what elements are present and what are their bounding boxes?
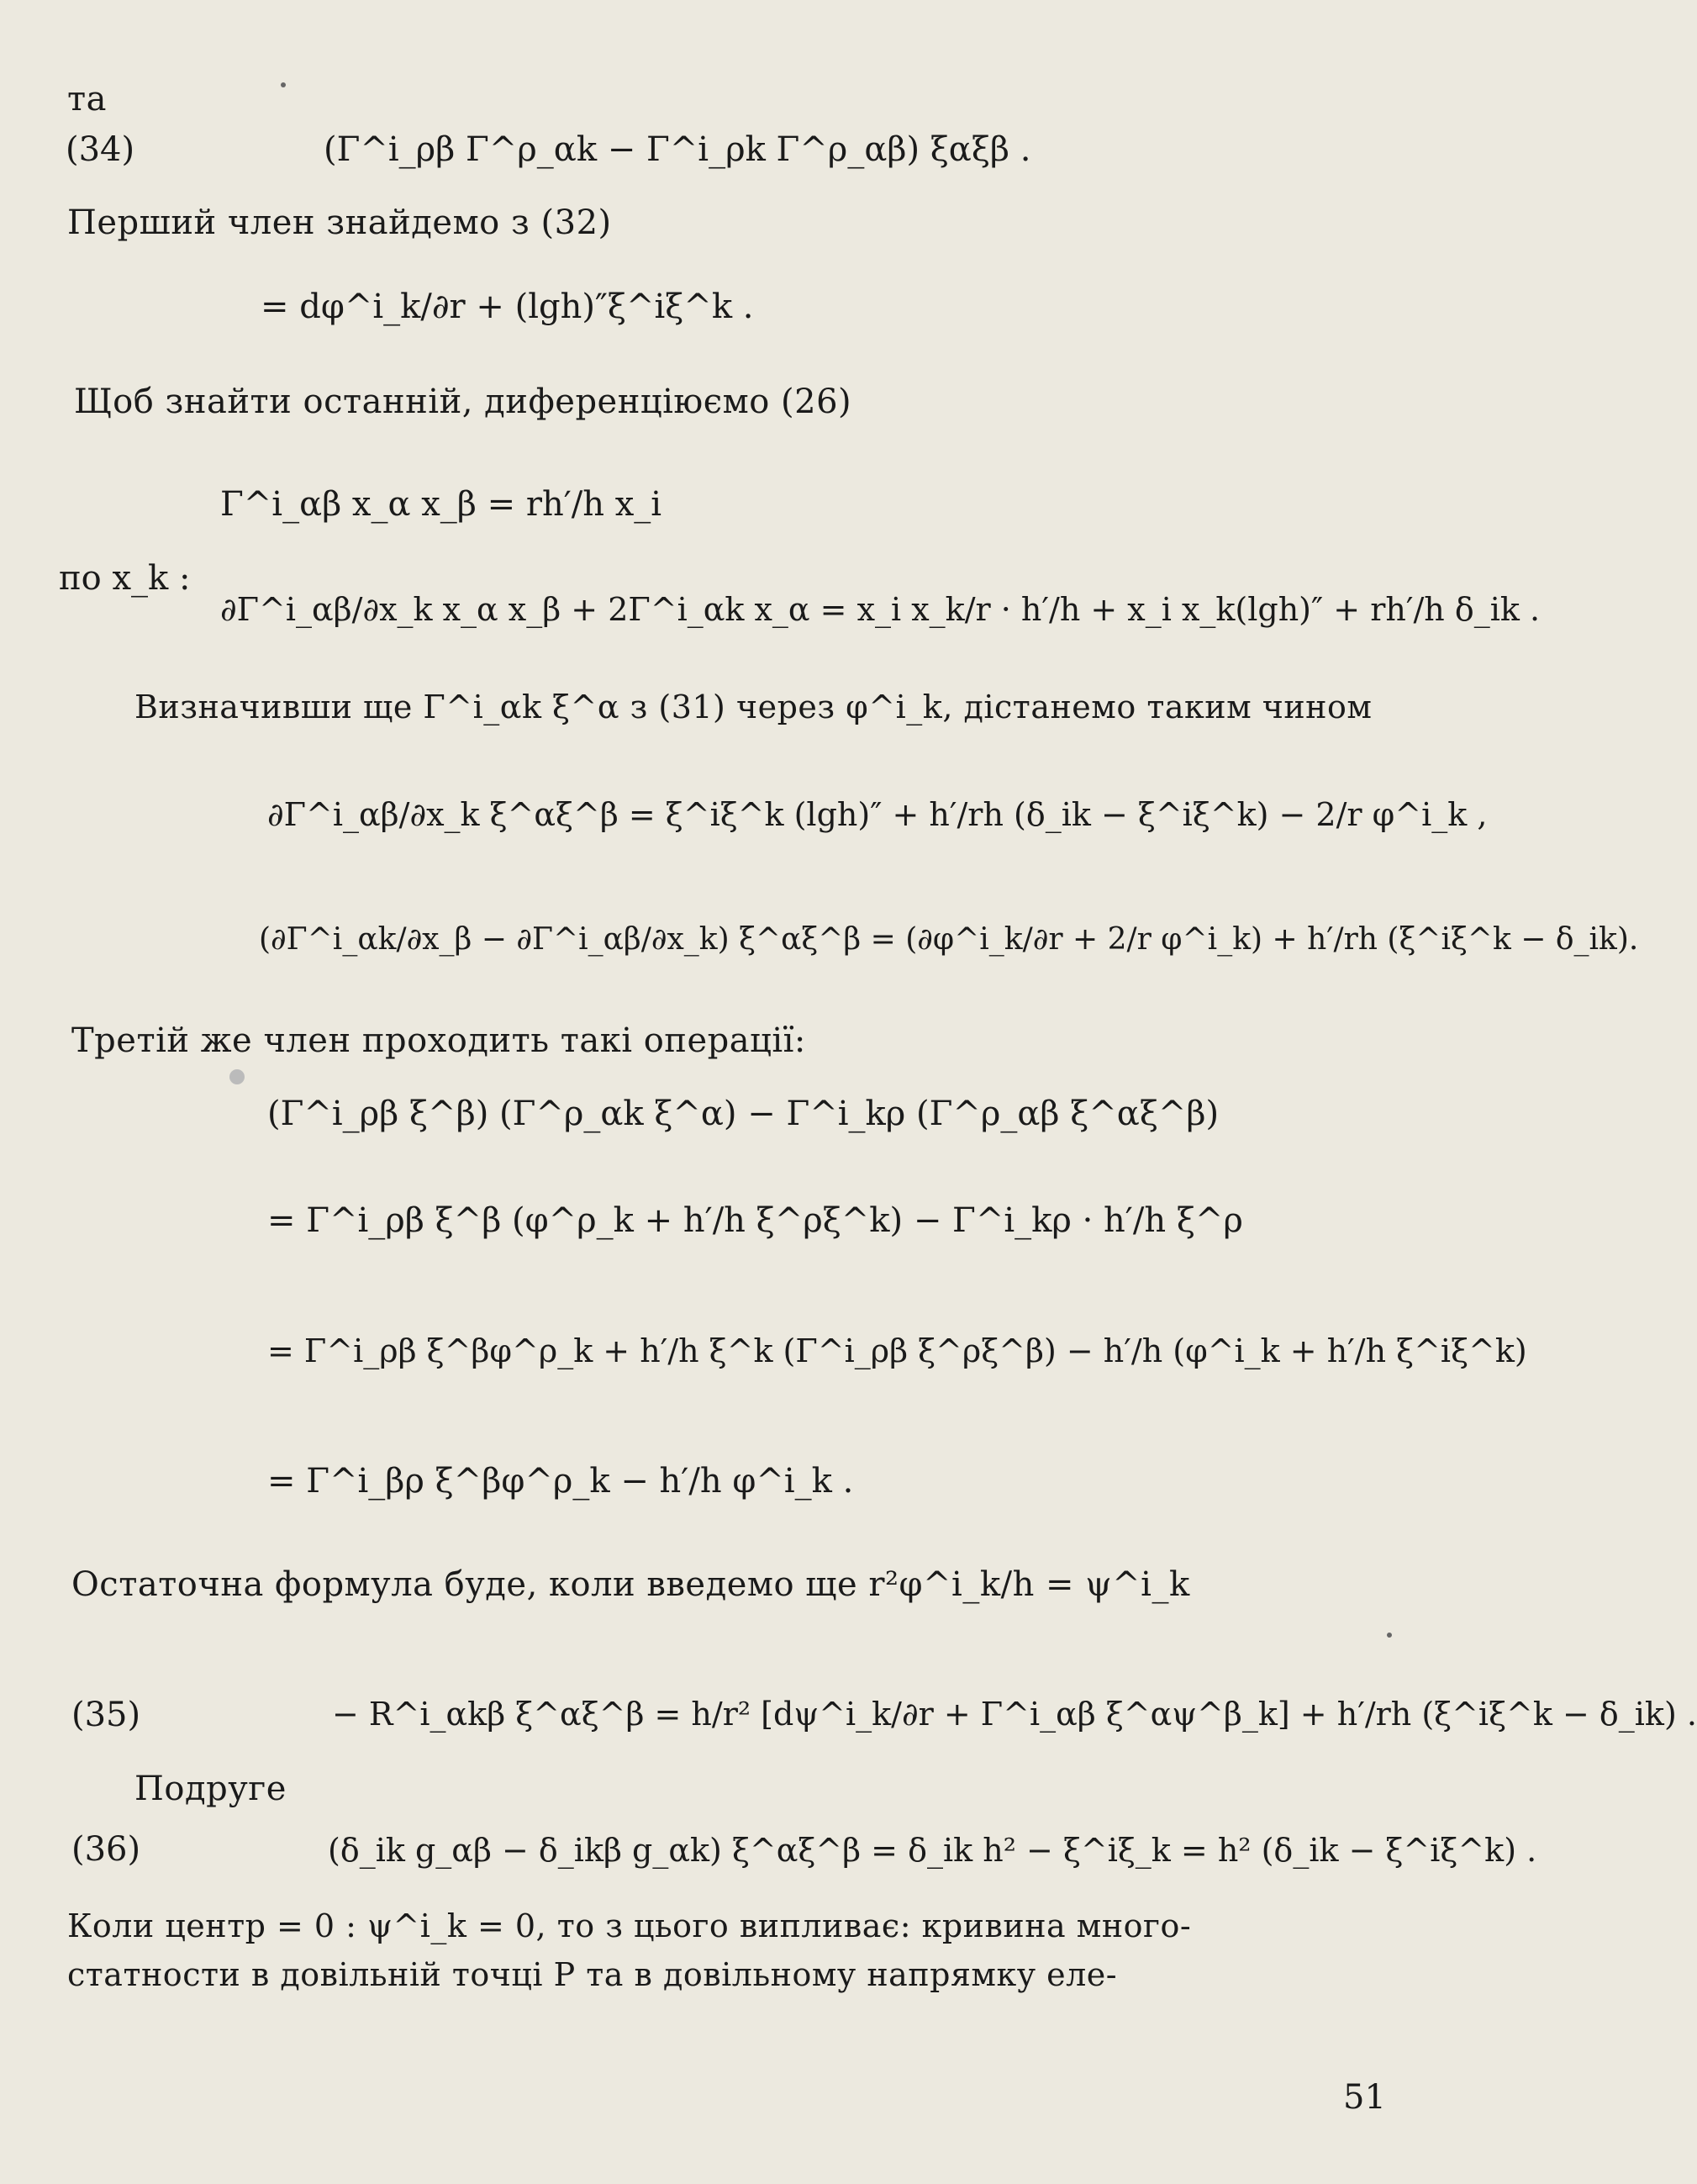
equation-35: − R^i_αkβ ξ^αξ^β = h/r² [dψ^i_k/∂r + Γ^i_αβ ξ^αψ^β_k] + h′/rh (ξ^iξ^k − δ_ik) .: [332, 1696, 1697, 1733]
text-line-center-zero: Коли центр = 0 : ψ^i_k = 0, то з цього випливає: кривина много-: [67, 1907, 1192, 1944]
text-line-determine: Визначивши ще Γ^i_αk ξ^α з (31) через φ^i_k, дістанемо таким чином: [134, 688, 1373, 725]
text-line-ta: та: [67, 80, 107, 119]
equation-third-term-1: (Γ^i_ρβ ξ^β) (Γ^ρ_αk ξ^α) − Γ^i_kρ (Γ^ρ_αβ ξ^αξ^β): [267, 1095, 1220, 1133]
equation-number-34: (34): [66, 130, 135, 169]
equation-number-36: (36): [71, 1830, 141, 1869]
text-line-manifold: статности в довільній точці P та в довільному напрямку еле-: [67, 1956, 1118, 1993]
equation-first-term: = dφ^i_k/∂r + (lgh)″ξ^iξ^k .: [261, 288, 754, 326]
print-speck: [1387, 1633, 1392, 1638]
text-line-first-term: Перший член знайдемо з (32): [67, 203, 612, 242]
text-line-secondly: Подруге: [134, 1770, 287, 1808]
print-speck: [229, 1069, 245, 1084]
print-speck: [281, 82, 286, 87]
equation-number-35: (35): [71, 1696, 141, 1734]
equation-third-term-2: = Γ^i_ρβ ξ^β (φ^ρ_k + h′/h ξ^ρξ^k) − Γ^i_kρ · h′/h ξ^ρ: [267, 1201, 1243, 1240]
equation-26: Γ^i_αβ x_α x_β = rh′/h x_i: [220, 485, 662, 524]
text-line-final-formula: Остаточна формула буде, коли введемо ще r²φ^i_k/h = ψ^i_k: [71, 1565, 1190, 1604]
text-line-differentiate: Щоб знайти останній, диференціюємо (26): [74, 382, 852, 421]
equation-third-term-3: = Γ^i_ρβ ξ^βφ^ρ_k + h′/h ξ^k (Γ^i_ρβ ξ^ρξ^β) − h′/h (φ^i_k + h′/h ξ^iξ^k): [267, 1332, 1527, 1369]
text-line-third-term: Третій же член проходить такі операції:: [71, 1021, 806, 1060]
page-number: 51: [1343, 2078, 1386, 2117]
equation-36: (δ_ik g_αβ − δ_ikβ g_αk) ξ^αξ^β = δ_ik h² − ξ^iξ_k = h² (δ_ik − ξ^iξ^k) .: [328, 1832, 1537, 1869]
equation-gamma-antisym: (∂Γ^i_αk/∂x_β − ∂Γ^i_αβ/∂x_k) ξ^αξ^β = (∂φ^i_k/∂r + 2/r φ^i_k) + h′/rh (ξ^iξ^k − δ_ik).: [259, 922, 1639, 957]
equation-derivative-xk: ∂Γ^i_αβ/∂x_k x_α x_β + 2Γ^i_αk x_α = x_i x_k/r · h′/h + x_i x_k(lgh)″ + rh′/h δ_ik .: [220, 591, 1541, 628]
text-by-xk: по x_k :: [59, 559, 191, 598]
equation-34: (Γ^i_ρβ Γ^ρ_αk − Γ^i_ρk Γ^ρ_αβ) ξαξβ .: [324, 130, 1031, 169]
equation-gamma-derivative: ∂Γ^i_αβ/∂x_k ξ^αξ^β = ξ^iξ^k (lgh)″ + h′/rh (δ_ik − ξ^iξ^k) − 2/r φ^i_k ,: [267, 796, 1488, 833]
equation-third-term-4: = Γ^i_βρ ξ^βφ^ρ_k − h′/h φ^i_k .: [267, 1462, 854, 1501]
